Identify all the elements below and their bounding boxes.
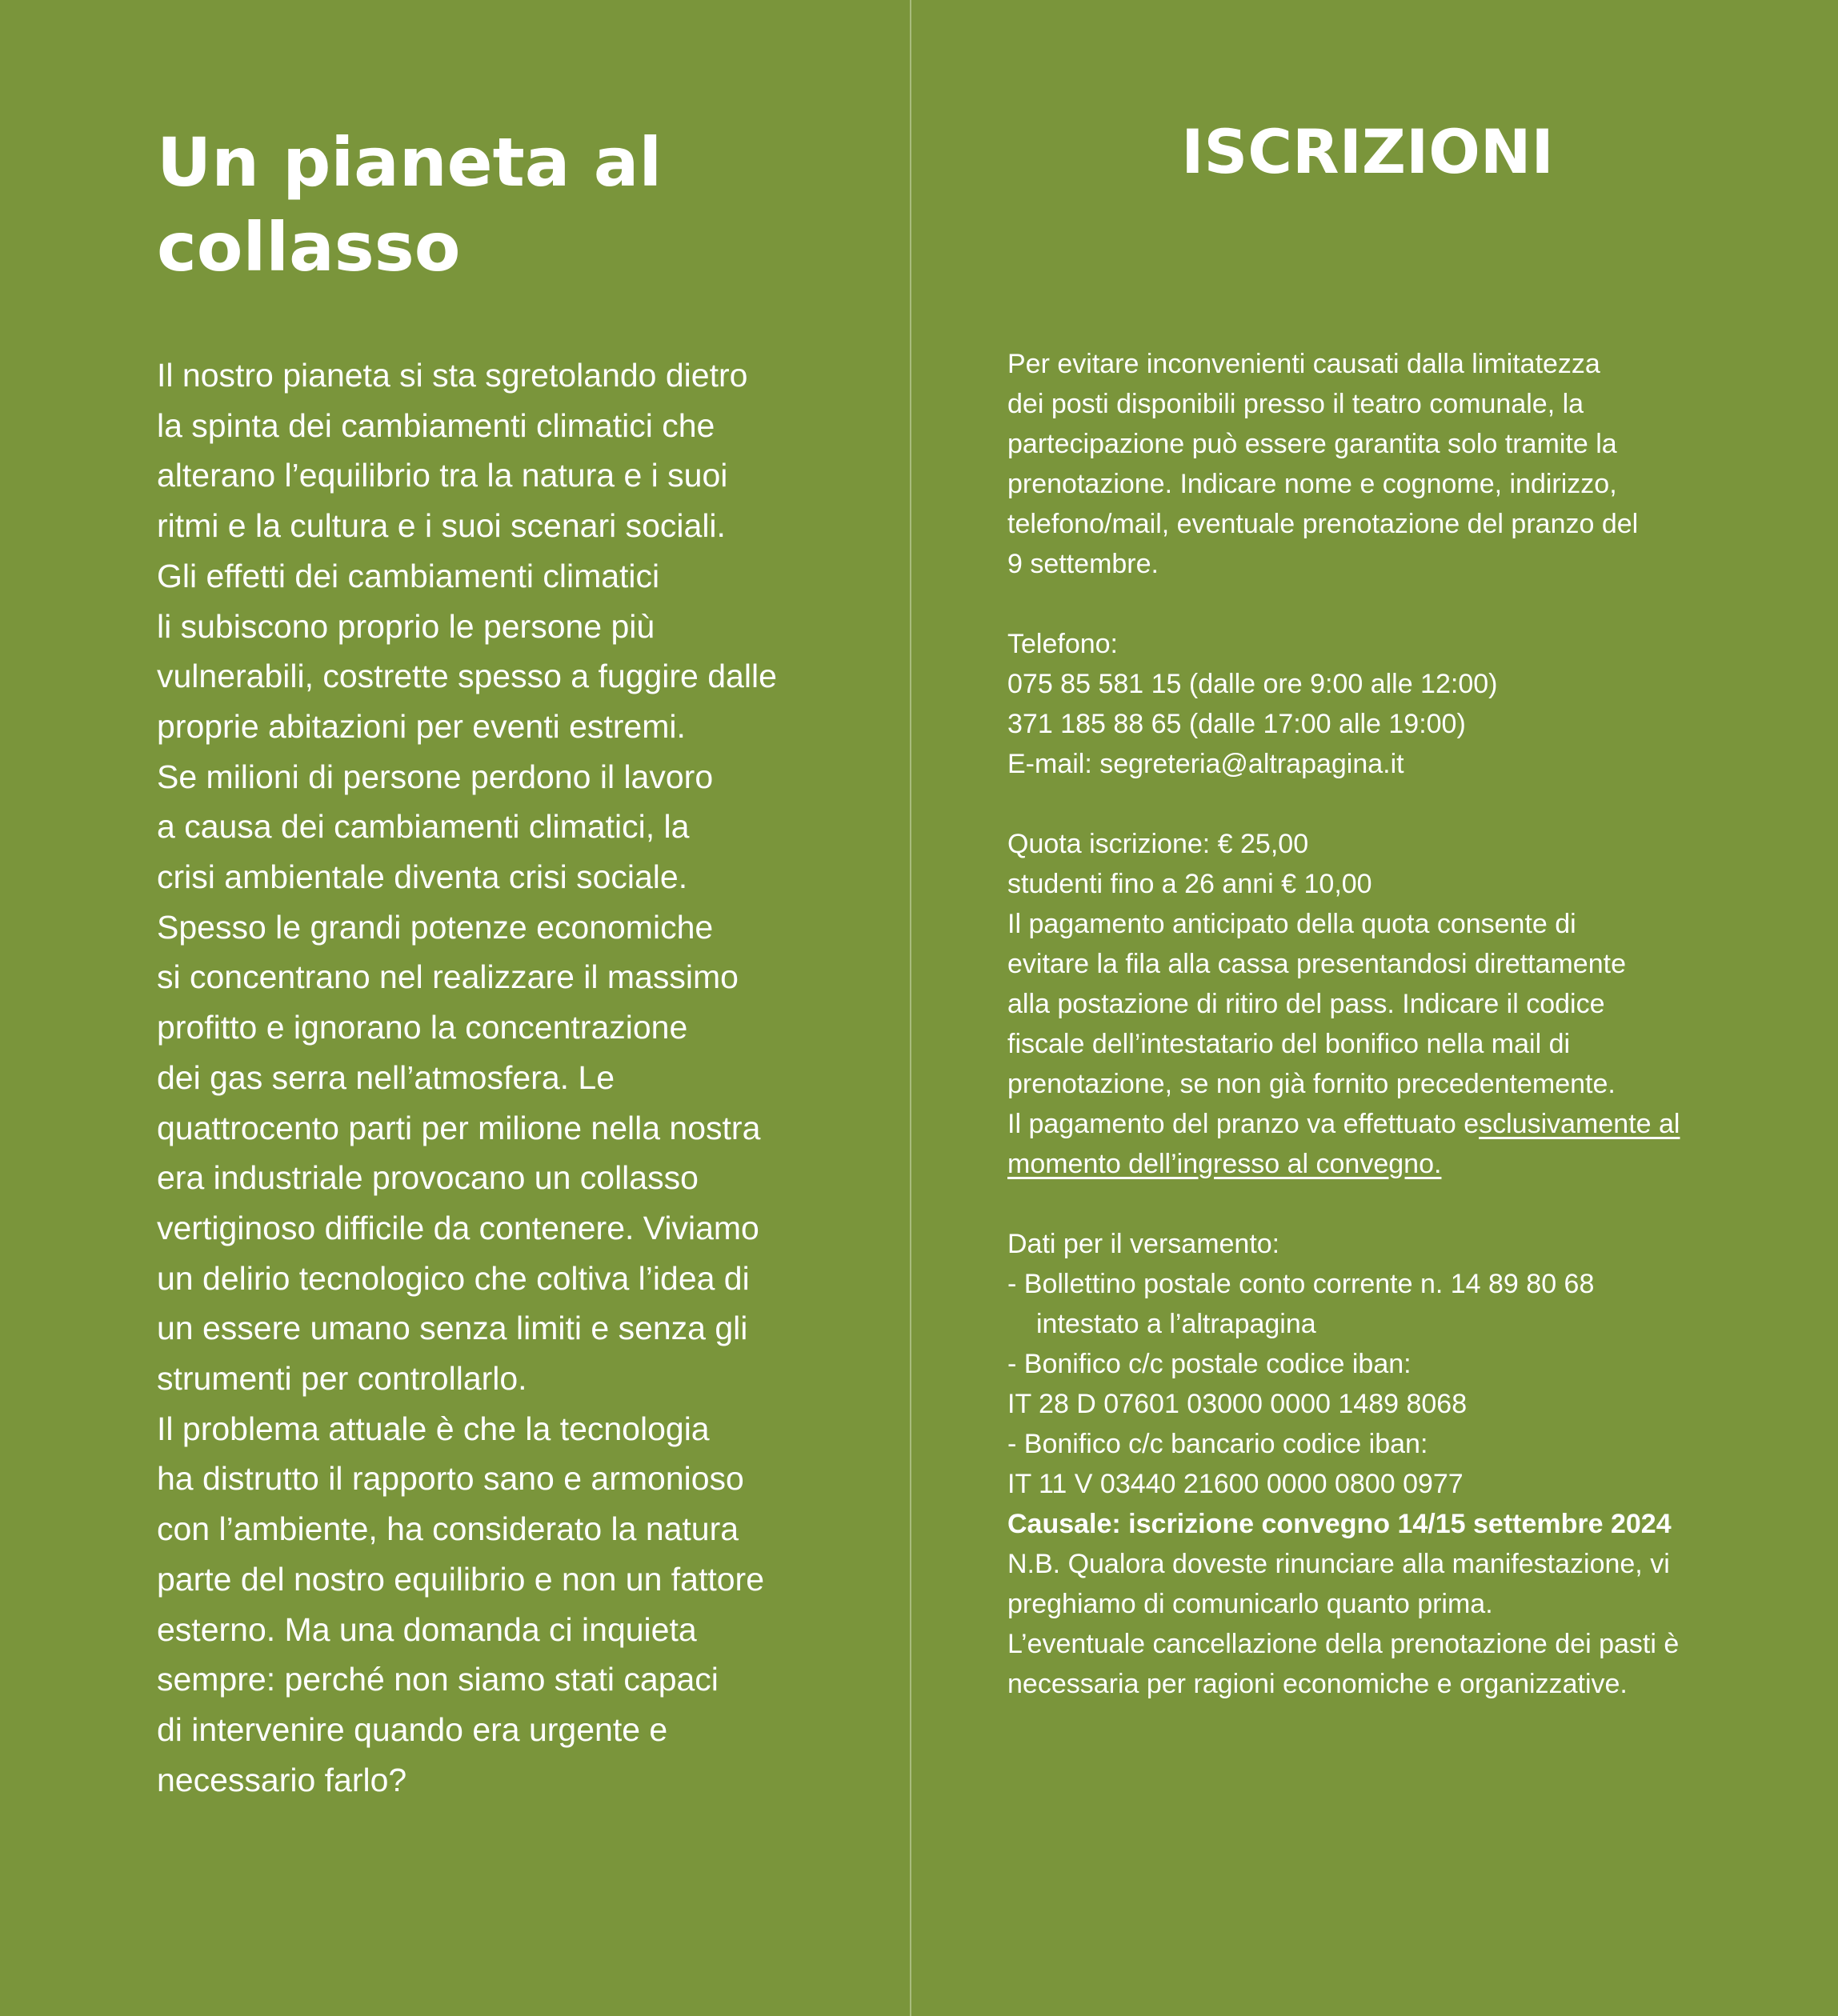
body-line: un delirio tecnologico che coltiva l’idea di <box>157 1259 750 1297</box>
left-body-text <box>157 350 877 1805</box>
body-line: Se milioni di persone perdono il lavoro <box>157 758 714 795</box>
iban-postale: IT 28 D 07601 03000 0000 1489 8068 <box>1007 1389 1468 1419</box>
note-line: L’eventuale cancellazione della prenotazione dei pasti è <box>1007 1629 1680 1659</box>
payment-item-continuation: intestato a l’altrapagina <box>1036 1309 1316 1339</box>
body-line: proprie abitazioni per eventi estremi. <box>157 707 686 745</box>
lunch-payment-prefix: Il pagamento del pranzo va effettuato e <box>1007 1109 1480 1139</box>
payment-item: - Bonifico c/c postale codice iban: <box>1007 1349 1412 1379</box>
body-line: un essere umano senza limiti e senza gli <box>157 1310 748 1347</box>
payment-item: - Bollettino postale conto corrente n. 14 89 80 68 <box>1007 1269 1595 1299</box>
spacer <box>1007 1184 1808 1224</box>
note-line: necessaria per ragioni economiche e organizzative. <box>1007 1669 1628 1699</box>
registration-info <box>1007 344 1808 1704</box>
body-line: si concentrano nel realizzare il massimo <box>157 958 739 996</box>
body-line: vertiginoso difficile da contenere. Viviamo <box>157 1209 759 1246</box>
left-title <box>157 120 877 290</box>
fee-line: evitare la fila alla cassa presentandosi direttamente <box>1007 949 1626 979</box>
body-line: ha distrutto il rapporto sano e armonioso <box>157 1460 744 1498</box>
column-divider <box>910 0 911 2016</box>
intro-line: 9 settembre. <box>1007 549 1159 579</box>
right-title: ISCRIZIONI <box>1181 116 1554 187</box>
body-line: Il problema attuale è che la tecnologia <box>157 1410 710 1447</box>
fee-line: Il pagamento anticipato della quota consente di <box>1007 909 1576 939</box>
payment-title: Dati per il versamento: <box>1007 1229 1280 1259</box>
body-line: Gli effetti dei cambiamenti climatici <box>157 557 660 594</box>
causale-line: Causale: iscrizione convegno 14/15 settembre 2024 <box>1007 1509 1672 1539</box>
body-line: quattrocento parti per milione nella nostra <box>157 1109 761 1146</box>
intro-line: Per evitare inconvenienti causati dalla limitatezza <box>1007 349 1600 379</box>
iban-bancario: IT 11 V 03440 21600 0000 0800 0977 <box>1007 1469 1464 1499</box>
body-line: sempre: perché non siamo stati capaci <box>157 1661 719 1698</box>
body-line: li subiscono proprio le persone più <box>157 607 655 645</box>
lunch-payment-line-2: momento dell’ingresso al convegno. <box>1007 1149 1442 1179</box>
lunch-payment-underlined: sclusivamente al <box>1479 1109 1680 1139</box>
left-title-line: collasso <box>157 208 461 286</box>
body-line: con l’ambiente, ha considerato la natura <box>157 1510 739 1548</box>
note-line: preghiamo di comunicarlo quanto prima. <box>1007 1589 1493 1619</box>
body-line: a causa dei cambiamenti climatici, la <box>157 808 690 846</box>
fee-line: alla postazione di ritiro del pass. Indicare il codice <box>1007 989 1605 1019</box>
contact-line: 075 85 581 15 (dalle ore 9:00 alle 12:00) <box>1007 669 1498 699</box>
body-line: parte del nostro equilibrio e non un fattore <box>157 1560 765 1598</box>
contact-email-line: E-mail: segreteria@altrapagina.it <box>1007 749 1404 779</box>
contact-line: Telefono: <box>1007 629 1118 659</box>
fee-line: studenti fino a 26 anni € 10,00 <box>1007 869 1372 899</box>
right-column <box>1007 112 1808 1704</box>
body-line: la spinta dei cambiamenti climatici che <box>157 406 715 444</box>
spacer <box>1007 784 1808 824</box>
body-line: crisi ambientale diventa crisi sociale. <box>157 858 688 896</box>
intro-line: prenotazione. Indicare nome e cognome, indirizzo, <box>1007 469 1617 499</box>
body-line: vulnerabili, costrette spesso a fuggire dalle <box>157 658 777 695</box>
body-line: dei gas serra nell’atmosfera. Le <box>157 1058 615 1096</box>
body-line: Spesso le grandi potenze economiche <box>157 908 714 946</box>
intro-line: telefono/mail, eventuale prenotazione del pranzo del <box>1007 509 1639 539</box>
body-line: profitto e ignorano la concentrazione <box>157 1009 688 1046</box>
lunch-payment-line <box>1007 1104 1808 1144</box>
intro-line: dei posti disponibili presso il teatro comunale, la <box>1007 389 1584 419</box>
fee-line: Quota iscrizione: € 25,00 <box>1007 829 1309 859</box>
note-line: N.B. Qualora doveste rinunciare alla manifestazione, vi <box>1007 1549 1670 1579</box>
body-line: Il nostro pianeta si sta sgretolando dietro <box>157 357 748 394</box>
body-line: esterno. Ma una domanda ci inquieta <box>157 1610 697 1648</box>
left-title-line: Un pianeta al <box>157 123 663 202</box>
body-line: strumenti per controllarlo. <box>157 1360 527 1398</box>
body-line: era industriale provocano un collasso <box>157 1159 699 1197</box>
spacer <box>1007 584 1808 624</box>
left-column <box>157 120 877 1805</box>
body-line: di intervenire quando era urgente e <box>157 1710 668 1748</box>
body-line: necessario farlo? <box>157 1761 407 1798</box>
body-line: ritmi e la cultura e i suoi scenari sociali. <box>157 507 726 545</box>
intro-line: partecipazione può essere garantita solo tramite la <box>1007 429 1617 459</box>
fee-line: prenotazione, se non già fornito precedentemente. <box>1007 1069 1616 1099</box>
contact-line: 371 185 88 65 (dalle 17:00 alle 19:00) <box>1007 709 1466 739</box>
body-line: alterano l’equilibrio tra la natura e i suoi <box>157 457 728 494</box>
payment-item: - Bonifico c/c bancario codice iban: <box>1007 1429 1428 1459</box>
fee-line: fiscale dell’intestatario del bonifico nella mail di <box>1007 1029 1571 1059</box>
